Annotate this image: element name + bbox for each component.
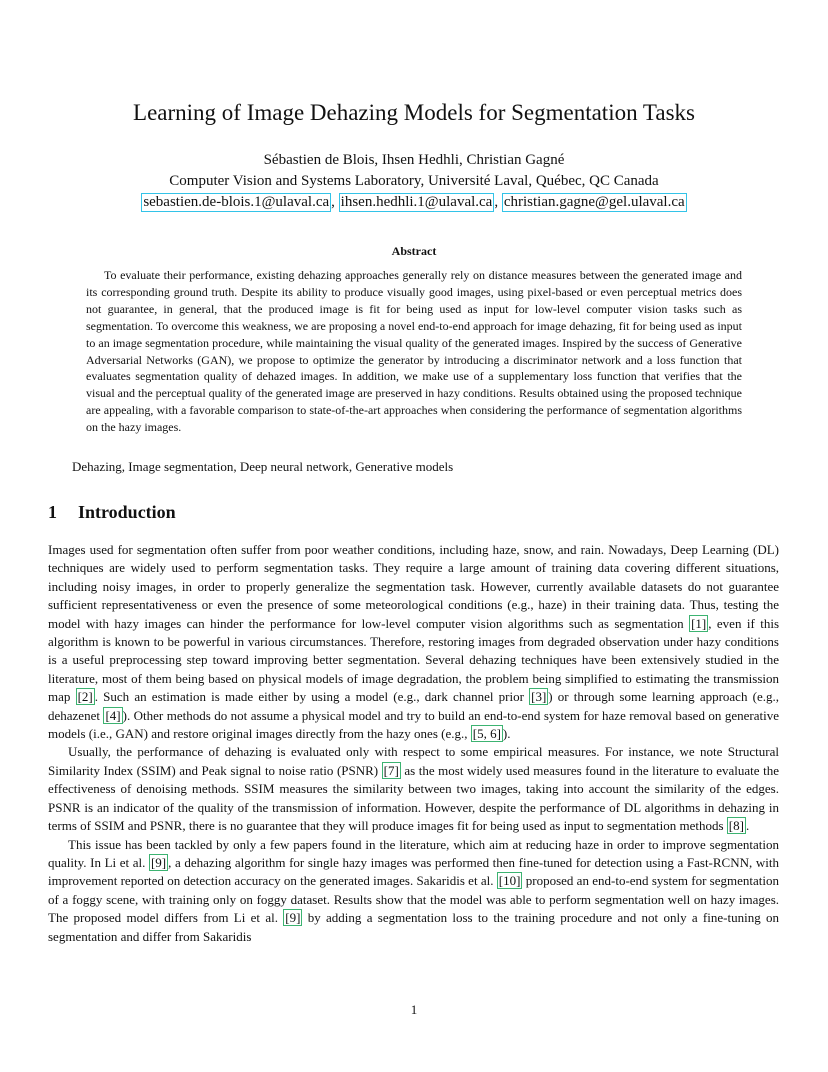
- text-run: .: [745, 818, 750, 834]
- citation-link[interactable]: [10]: [498, 873, 521, 889]
- citation-link[interactable]: [9]: [285, 910, 301, 926]
- text-run: ) or through some learning approach (e.g., dehazenet: [48, 689, 779, 723]
- citation-link[interactable]: [2]: [77, 689, 93, 705]
- citation-link[interactable]: [9]: [150, 854, 167, 870]
- email-link-1[interactable]: sebastien.de-blois.1@ulaval.ca: [143, 194, 330, 210]
- text-run: , even if this algorithm is known to be powerful in various circumstances. Therefore, restoring images from degraded observation under hazy conditions is a useful preprocessing step toward improving better segmentation. Several dehazing techniques have been extensively studied in the literature, most of them being based on physical models of image degradation, the problem being simplified to estimating the transmission map: [48, 615, 779, 705]
- text-run: , a dehazing algorithm for single hazy images was performed then fine-tuned for detection using a Fast-RCNN, with improvement reported on detection accuracy on the generated images. Sakaridis et al.: [48, 854, 779, 889]
- section-number: 1: [48, 502, 57, 522]
- author-names: Sébastien de Blois, Ihsen Hedhli, Christian Gagné: [263, 152, 565, 168]
- body-text: [48, 541, 779, 946]
- citation-link[interactable]: [1]: [691, 615, 707, 631]
- email-link-2[interactable]: ihsen.hedhli.1@ulaval.ca: [340, 194, 493, 210]
- section-heading: [48, 502, 176, 523]
- text-run: ). Other methods do not assume a physical model and try to build an end-to-end system for haze removal based on generative models (i.e., GAN) and restore original images directly from the hazy ones (e.g.,: [48, 707, 780, 742]
- author-emails: [141, 192, 686, 213]
- text-run: This issue has been tackled by only a few papers found in the literature, which aim at reducing haze in order to improve segmentation quality. In Li et al.: [48, 836, 779, 870]
- text-run: proposed an end-to-end system for segmentation of a foggy scene, with training only on foggy dataset. Results show that the model was able to perform segmentation well on hazy images. The proposed model differs from Li et al.: [48, 873, 780, 926]
- paragraph-2: [48, 743, 779, 835]
- email-separator: ,: [331, 194, 339, 210]
- author-block: [0, 150, 828, 213]
- citation-link[interactable]: [5, 6]: [472, 726, 501, 742]
- email-separator: ,: [494, 194, 502, 210]
- text-run: ).: [502, 726, 511, 742]
- abstract-text: To evaluate their performance, existing dehazing approaches generally rely on distance measures between the generated image and its corresponding ground truth. Despite its ability to produce visually good images, using pixel-based or even perceptual metrics does not guarantee, in general, that the produced image is fit for being used as input for low-level computer vision tasks such as segmentation. To overcome this weakness, we are proposing a novel end-to-end approach for image dehazing, fit for being used as input to an image segmentation procedure, while maintaining the visual quality of the generated images. Inspired by the success of Generative Adversarial Networks (GAN), we propose to optimize the generator by introducing a discriminator network and a loss function that evaluates segmentation quality of dehazed images. In addition, we make use of a supplementary loss function that verifies that the visual and the perceptual quality of the generated image are preserved in hazy conditions. Results obtained using the proposed technique are appealing, with a favorable comparison to state-of-the-art approaches when considering the performance of segmentation algorithms on the hazy images.: [86, 268, 742, 435]
- page-number: 1: [410, 1002, 418, 1017]
- citation-link[interactable]: [3]: [531, 689, 547, 705]
- paragraph-3: [48, 836, 779, 946]
- citation-link[interactable]: [4]: [105, 707, 121, 723]
- abstract-heading: Abstract: [391, 244, 437, 258]
- section-title: Introduction: [78, 502, 176, 522]
- paper-title: Learning of Image Dehazing Models for Segmentation Tasks: [133, 100, 695, 125]
- email-link-3[interactable]: christian.gagne@gel.ulaval.ca: [503, 194, 685, 210]
- paragraph-1: [48, 541, 779, 743]
- text-run: Images used for segmentation often suffer from poor weather conditions, including haze, snow, and rain. Nowadays, Deep Learning (DL) techniques are widely used to perform segmentation tasks. They require a large amount of training data covering different situations, including noisy images, in order to properly generalize the segmentation task. However, currently available datasets do not guarantee sufficient representativeness or even the presence of some meteorological conditions (e.g., haze) in their training data. Thus, testing the model with hazy images can hinder the performance for low-level computer vision algorithms such as segmentation: [48, 542, 779, 631]
- keywords: Dehazing, Image segmentation, Deep neural network, Generative models: [72, 459, 454, 474]
- citation-link[interactable]: [8]: [728, 818, 744, 834]
- author-affiliation: Computer Vision and Systems Laboratory, Université Laval, Québec, QC Canada: [169, 173, 659, 189]
- text-run: Usually, the performance of dehazing is evaluated only with respect to some empirical measures. For instance, we note Structural Similarity Index (SSIM) and Peak signal to noise ratio (PSNR): [48, 744, 779, 778]
- text-run: . Such an estimation is made either by using a model (e.g., dark channel prior: [94, 689, 530, 705]
- text-run: as the most widely used measures found in the literature to evaluate the effectiveness of denoising methods. SSIM measures the similarity between two images, taking into account the similarity of the edges. PSNR is an indicator of the quality of the transmission of information. However, despite the performance of DL algorithms in dehazing in terms of SSIM and PSNR, there is no guarantee that they will produce images fit for being used as input to segmentation methods: [48, 762, 779, 834]
- text-run: by adding a segmentation loss to the training procedure and not only a fine-tuning on segmentation and differ from Sakaridis: [48, 910, 779, 944]
- citation-link[interactable]: [7]: [383, 762, 399, 778]
